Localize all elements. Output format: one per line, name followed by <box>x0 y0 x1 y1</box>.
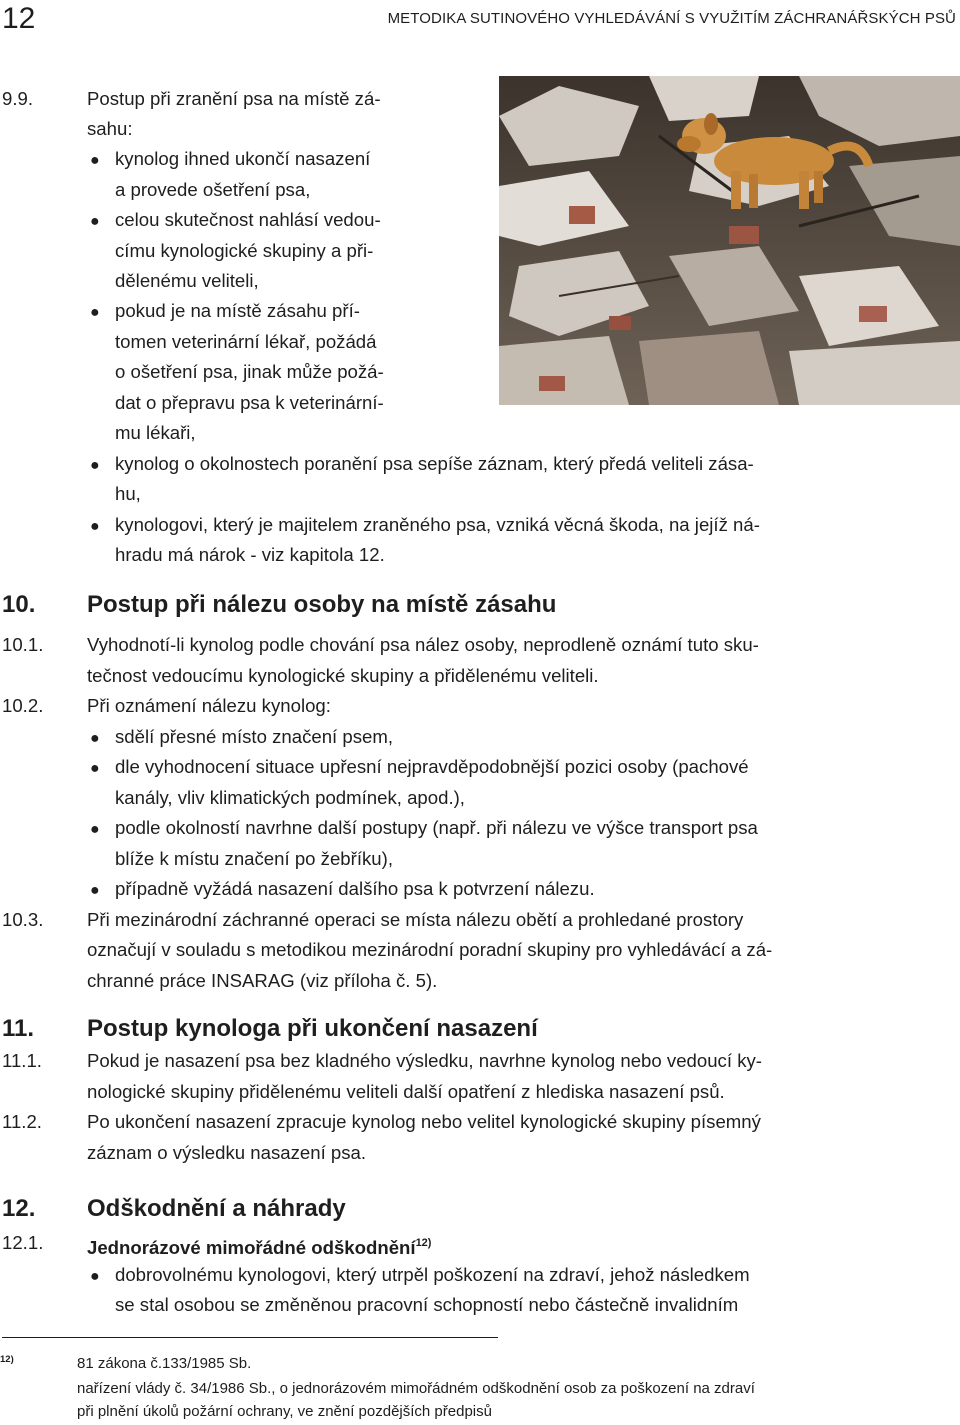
footnote-mark: 12) <box>0 1354 14 1365</box>
paragraph-number: 10.2. <box>2 695 44 716</box>
list-item: celou skutečnost nahlásí vedou- <box>115 209 381 230</box>
running-title: METODIKA SUTINOVÉHO VYHLEDÁVÁNÍ S VYUŽITÍM ZÁCHRANÁŘSKÝCH PSŮ <box>387 10 956 27</box>
list-item: podle okolností navrhne další postupy (např. při nálezu ve výšce transport psa <box>115 817 758 838</box>
bullet-dot-icon: ● <box>90 1268 100 1285</box>
list-item: dobrovolnému kynologovi, který utrpěl poškození na zdraví, jehož následkem <box>115 1264 750 1285</box>
text-line: označují v souladu s metodikou mezinárodní poradní skupiny pro vyhledávácí a zá- <box>87 939 773 960</box>
text-line: hradu má nárok - viz kapitola 12. <box>115 544 385 565</box>
list-item: sdělí přesné místo značení psem, <box>115 726 394 747</box>
text-line: chranné práce INSARAG (viz příloha č. 5). <box>87 970 438 991</box>
list-item: pokud je na místě zásahu pří- <box>115 300 360 321</box>
text-line: nologické skupiny přidělenému veliteli další opatření z hlediska nasazení psů. <box>87 1081 725 1102</box>
text-line: dělenému veliteli, <box>115 270 259 291</box>
subsection-title <box>87 1228 431 1264</box>
section-11-heading-number: 11. <box>2 1015 35 1042</box>
list-item: dle vyhodnocení situace upřesní nejpravděpodobnější pozici osoby (pachové <box>115 756 749 777</box>
footnote-divider <box>2 1337 498 1338</box>
text-line: Při mezinárodní záchranné operaci se místa nálezu obětí a prohledané prostory <box>87 909 744 930</box>
bullet-dot-icon: ● <box>90 882 100 899</box>
text-line: o ošetření psa, jinak může požá- <box>115 361 384 382</box>
text-line: a provede ošetření psa, <box>115 179 311 200</box>
subsection-title-text: Jednorázové mimořádné odškodnění <box>87 1237 416 1258</box>
list-item: kynologovi, který je majitelem zraněného psa, vzniká věcná škoda, na jejíž ná- <box>115 514 760 535</box>
text-line: se stal osobou se změněnou pracovní schopností nebo částečně invalidním <box>115 1294 739 1315</box>
bullet-dot-icon: ● <box>90 821 100 838</box>
text-line: Vyhodnotí-li kynolog podle chování psa nález osoby, neprodleně oznámí tuto sku- <box>87 634 759 655</box>
paragraph-number: 11.1. <box>2 1050 42 1071</box>
bullet-dot-icon: ● <box>90 760 100 777</box>
text-line: címu kynologické skupiny a při- <box>115 240 374 261</box>
footnote-line: při plnění úkolů požární ochrany, ve znění pozdějších předpisů <box>77 1403 492 1420</box>
bullet-dot-icon: ● <box>90 304 100 321</box>
paragraph-number: 10.3. <box>2 909 44 930</box>
text-line: Postup při zranění psa na místě zá- <box>87 88 381 109</box>
text-line: dat o přepravu psa k veterinární- <box>115 392 384 413</box>
paragraph-number: 10.1. <box>2 634 44 655</box>
list-item: kynolog o okolnostech poranění psa sepíše záznam, který předá veliteli zása- <box>115 453 754 474</box>
dog-on-rubble-photo <box>499 76 960 405</box>
text-line: tečnost vedoucímu kynologické skupiny a přidělenému veliteli. <box>87 665 599 686</box>
text-line: záznam o výsledku nasazení psa. <box>87 1142 367 1163</box>
section-10-heading-number: 10. <box>2 591 36 618</box>
footnote-line: nařízení vlády č. 34/1986 Sb., o jednorázovém mimořádném odškodnění osob za poškození na zdraví <box>77 1380 755 1397</box>
text-line: hu, <box>115 483 141 504</box>
bullet-dot-icon: ● <box>90 518 100 535</box>
section-10-heading: Postup při nálezu osoby na místě zásahu <box>87 591 557 618</box>
text-line: Po ukončení nasazení zpracuje kynolog nebo velitel kynologické skupiny písemný <box>87 1111 761 1132</box>
text-line: mu lékaři, <box>115 422 196 443</box>
page-header <box>0 0 960 40</box>
text-line: kanály, vliv klimatických podmínek, apod.), <box>115 787 465 808</box>
bullet-dot-icon: ● <box>90 152 100 169</box>
text-line: Při oznámení nálezu kynolog: <box>87 695 331 716</box>
bullet-dot-icon: ● <box>90 213 100 230</box>
text-line: tomen veterinární lékař, požádá <box>115 331 377 352</box>
bullet-dot-icon: ● <box>90 730 100 747</box>
text-line: blíže k místu značení po žebříku), <box>115 848 393 869</box>
text-line: sahu: <box>87 118 133 139</box>
paragraph-number: 11.2. <box>2 1111 42 1132</box>
section-12-heading-number: 12. <box>2 1195 36 1222</box>
section-11-heading: Postup kynologa při ukončení nasazení <box>87 1015 538 1042</box>
list-item: kynolog ihned ukončí nasazení <box>115 148 371 169</box>
section-number: 9.9. <box>2 88 34 109</box>
section-12-heading: Odškodnění a náhrady <box>87 1195 346 1222</box>
paragraph-number: 12.1. <box>2 1232 44 1253</box>
footnote-line: 81 zákona č.133/1985 Sb. <box>77 1355 252 1372</box>
page-number: 12 <box>2 2 36 35</box>
photo-illustration <box>499 76 960 405</box>
footnote-reference: 12) <box>415 1237 432 1249</box>
list-item: případně vyžádá nasazení dalšího psa k potvrzení nálezu. <box>115 878 595 899</box>
bullet-dot-icon: ● <box>90 457 100 474</box>
text-line: Pokud je nasazení psa bez kladného výsledku, navrhne kynolog nebo vedoucí ky- <box>87 1050 762 1071</box>
